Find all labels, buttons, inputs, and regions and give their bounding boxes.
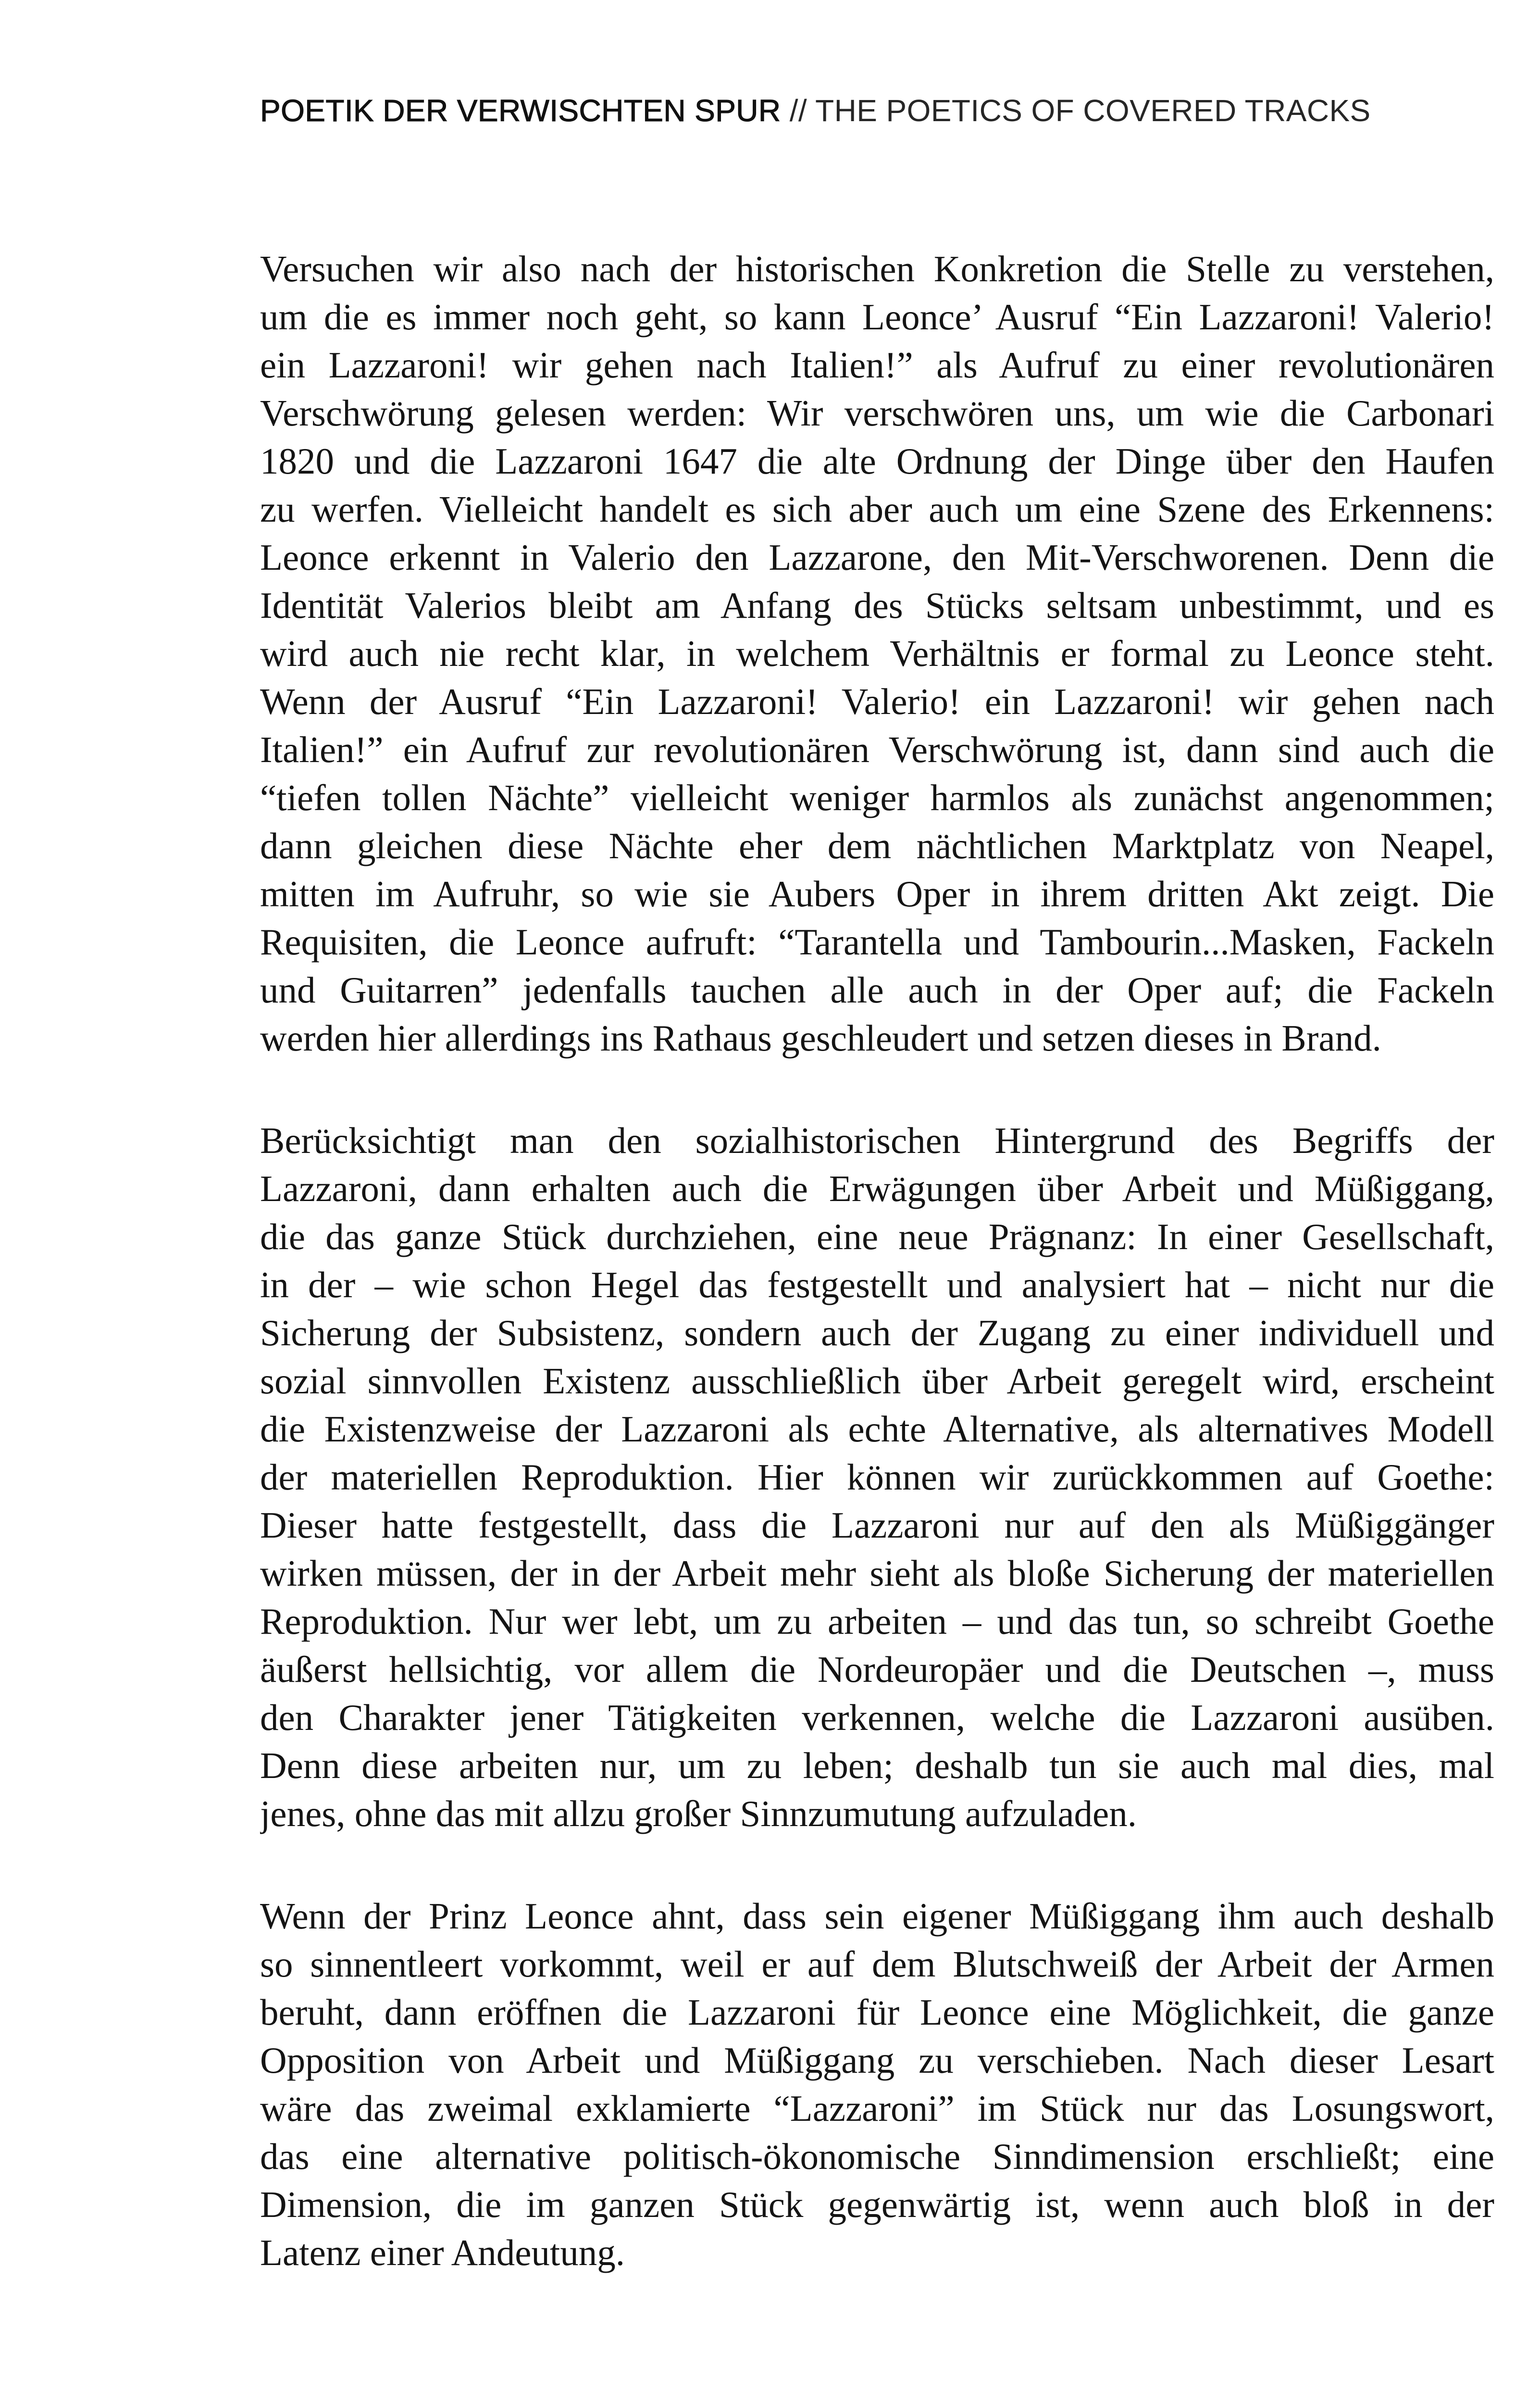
text-line: werden hier allerdings ins Rathaus geschleudert und setzen dieses in Brand. [260, 1017, 1381, 1059]
text-line: 1820 und die Lazzaroni 1647 die alte Ordnung der Dinge über den Haufen [260, 440, 1494, 482]
text-line: Opposition von Arbeit und Müßiggang zu verschieben. Nach dieser Lesart [260, 2040, 1494, 2081]
text-line: Dieser hatte festgestellt, dass die Lazzaroni nur auf den als Müßiggänger [260, 1504, 1494, 1546]
running-head-title-german: POETIK DER VERWISCHTEN SPUR [260, 93, 781, 128]
text-line: beruht, dann eröffnen die Lazzaroni für Leonce eine Möglichkeit, die ganze [260, 1991, 1494, 2033]
text-line: Versuchen wir also nach der historischen Konkretion die Stelle zu verstehen, [260, 248, 1494, 289]
text-line: Identität Valerios bleibt am Anfang des Stücks seltsam unbestimmt, und es [260, 585, 1494, 626]
text-line: Sicherung der Subsistenz, sondern auch der Zugang zu einer individuell und [260, 1312, 1494, 1353]
text-line: Requisiten, die Leonce aufruft: “Tarantella und Tambourin...Masken, Fackeln [260, 921, 1494, 963]
text-line: Lazzaroni, dann erhalten auch die Erwägungen über Arbeit und Müßiggang, [260, 1168, 1494, 1209]
text-line: in der – wie schon Hegel das festgestellt und analysiert hat – nicht nur die [260, 1264, 1494, 1305]
text-line: ein Lazzaroni! wir gehen nach Italien!” als Aufruf zu einer revolutionären [260, 344, 1494, 386]
paragraph-2 [260, 1116, 1494, 1838]
text-line: “tiefen tollen Nächte” vielleicht weniger harmlos als zunächst angenommen; [260, 777, 1494, 818]
text-line: Latenz einer Andeutung. [260, 2232, 625, 2273]
text-line: Verschwörung gelesen werden: Wir verschwören uns, um wie die Carbonari [260, 392, 1494, 434]
text-line: äußerst hellsichtig, vor allem die Nordeuropäer und die Deutschen –, muss [260, 1649, 1494, 1690]
paragraph-3 [260, 1892, 1494, 2277]
text-line: Italien!” ein Aufruf zur revolutionären Verschwörung ist, dann sind auch die [260, 729, 1494, 770]
text-line: um die es immer noch geht, so kann Leonce’ Ausruf “Ein Lazzaroni! Valerio! [260, 296, 1494, 338]
text-line: wird auch nie recht klar, in welchem Verhältnis er formal zu Leonce steht. [260, 633, 1494, 674]
text-line: Leonce erkennt in Valerio den Lazzarone, den Mit-Verschworenen. Denn die [260, 537, 1494, 578]
text-line: zu werfen. Vielleicht handelt es sich aber auch um eine Szene des Erkennens: [260, 488, 1494, 530]
text-line: der materiellen Reproduktion. Hier können wir zurückkommen auf Goethe: [260, 1456, 1494, 1498]
text-line: Dimension, die im ganzen Stück gegenwärtig ist, wenn auch bloß in der [260, 2184, 1494, 2225]
text-line: die das ganze Stück durchziehen, eine neue Prägnanz: In einer Gesellschaft, [260, 1216, 1494, 1257]
text-line: Reproduktion. Nur wer lebt, um zu arbeiten – und das tun, so schreibt Goethe [260, 1601, 1494, 1642]
running-head-separator: // [789, 93, 807, 128]
text-line: jenes, ohne das mit allzu großer Sinnzumutung aufzuladen. [260, 1793, 1137, 1834]
text-line: Wenn der Prinz Leonce ahnt, dass sein eigener Müßiggang ihm auch deshalb [260, 1895, 1494, 1937]
text-line: das eine alternative politisch-ökonomische Sinndimension erschließt; eine [260, 2136, 1494, 2177]
text-line: mitten im Aufruhr, so wie sie Aubers Oper in ihrem dritten Akt zeigt. Die [260, 873, 1494, 914]
paragraph-1 [260, 245, 1494, 1062]
text-line: wirken müssen, der in der Arbeit mehr sieht als bloße Sicherung der materiellen [260, 1553, 1494, 1594]
text-line: Berücksichtigt man den sozialhistorischen Hintergrund des Begriffs der [260, 1120, 1494, 1161]
running-head [260, 95, 1371, 126]
text-line: so sinnentleert vorkommt, weil er auf dem Blutschweiß der Arbeit der Armen [260, 1943, 1494, 1985]
text-line: dann gleichen diese Nächte eher dem nächtlichen Marktplatz von Neapel, [260, 825, 1494, 866]
text-line: sozial sinnvollen Existenz ausschließlich über Arbeit geregelt wird, erscheint [260, 1360, 1494, 1402]
text-line: die Existenzweise der Lazzaroni als echte Alternative, als alternatives Modell [260, 1408, 1494, 1450]
text-line: den Charakter jener Tätigkeiten verkennen, welche die Lazzaroni ausüben. [260, 1697, 1494, 1738]
running-head-title-english: THE POETICS OF COVERED TRACKS [815, 93, 1371, 128]
text-line: und Guitarren” jedenfalls tauchen alle auch in der Oper auf; die Fackeln [260, 969, 1494, 1011]
body-text [260, 245, 1494, 2331]
text-line: Denn diese arbeiten nur, um zu leben; deshalb tun sie auch mal dies, mal [260, 1745, 1494, 1786]
text-line: Wenn der Ausruf “Ein Lazzaroni! Valerio! ein Lazzaroni! wir gehen nach [260, 681, 1494, 722]
text-line: wäre das zweimal exklamierte “Lazzaroni” im Stück nur das Losungswort, [260, 2088, 1494, 2129]
